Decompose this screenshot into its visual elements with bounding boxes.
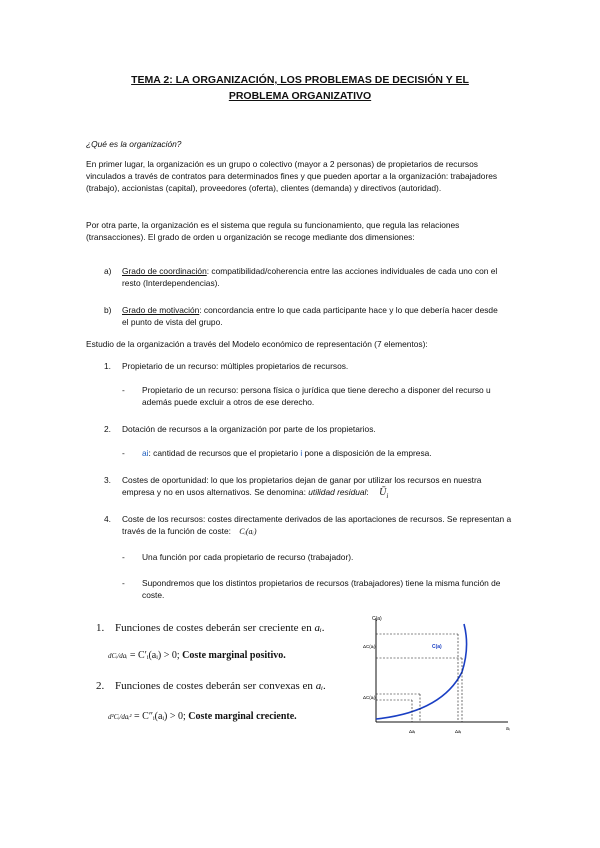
rule-2-var: aᵢ [315,680,323,692]
numbered-marker-1: 1. [104,361,111,371]
list-marker-a: a) [104,266,112,276]
tick-x-low: Δaᵢ [409,729,416,734]
equation-1-mid: = C′ᵢ(aᵢ) > 0; [127,650,183,661]
symbol-u-sub: i [386,492,389,501]
rule-1-text: Funciones de costes deberán ser creciente en [115,622,315,634]
text-resource-cost: Coste de los recursos: costes directamente derivados de las aportaciones de recursos. Se representan a través de la función de coste: [122,514,512,537]
bullet-marker: - [122,552,125,562]
numbered-marker-3: 3. [104,475,111,485]
rule-2 [96,680,326,692]
bullet-marker: - [122,385,125,395]
section-question: ¿Qué es la organización? [86,139,182,149]
numbered-item-1: Propietario de un recurso: múltiples propietarios de recursos. [122,361,349,371]
rule-1-marker: 1. [96,622,105,634]
rule-2-end: . [322,680,326,692]
variable-ai: ai [142,448,149,458]
tick-x-high: Δaᵢ [455,729,462,734]
tick-y-high: ΔC(aᵢ) [363,644,376,649]
rule-1-var: aᵢ [314,622,322,634]
numbered-item-2: Dotación de recursos a la organización por parte de los propietarios. [122,424,376,434]
numbered-marker-2: 2. [104,424,111,434]
symbol-u: Ū [379,487,387,499]
rule-1-end: . [321,622,325,634]
text-motivation: : concordancia entre lo que cada participante hace y lo que debería hacer desde el punto de vista del grupo. [122,305,498,328]
cost-function-graph [362,612,516,744]
sub-item-same-function: Supondremos que los distintos propietarios de recursos (trabajadores) tiene la misma función de coste. [142,578,501,601]
sub-item-function: Una función por cada propietario de recurso (trabajador). [142,552,354,562]
numbered-item-4 [122,513,512,538]
numbered-marker-4: 4. [104,514,111,524]
equation-2-bold: Coste marginal creciente. [188,711,297,722]
bullet-marker: - [122,448,125,458]
paragraph-model: Estudio de la organización a través del Modelo económico de representación (7 elementos): [86,339,428,349]
bullet-marker: - [122,578,125,588]
title-line-2: PROBLEMA ORGANIZATIVO [228,90,372,102]
colon: : [366,487,369,498]
page-title [80,72,520,104]
equation-1-lhs: dCᵢ/daᵢ [108,652,128,660]
cost-function: Cᵢ(aᵢ) [239,527,257,537]
text-opportunity: Costes de oportunidad: lo que los propietarios dejan de ganar por utilizar los recursos en nuestra empresa y no en usos alternativos. Se denomina: [122,475,482,498]
sub-item-owner: Propietario de un recurso: persona física o jurídica que tiene derecho a disponer del recurso u además puede excluir a otros de ese derecho. [142,385,491,408]
cost-curve [376,624,467,719]
rule-1 [96,622,324,634]
sub-item-ai [142,447,508,459]
symbol-u-bar [379,487,389,501]
title-line-1: TEMA 2: LA ORGANIZACIÓN, LOS PROBLEMAS DE DECISIÓN Y EL [131,74,469,86]
equation-1 [108,650,286,661]
list-item-motivation [122,304,506,328]
x-axis-label: aᵢ [506,726,510,732]
paragraph-system: Por otra parte, la organización es el sistema que regula su funcionamiento, que regula las relaciones (transacciones). El grado de orden u organización se recoge mediante dos dimensiones: [86,220,460,243]
term-coordination: Grado de coordinación [122,266,207,276]
text-ai-b: pone a disposición de la empresa. [302,448,432,458]
term-residual-utility: utilidad residual [308,487,367,498]
paragraph-definition: En primer lugar, la organización es un grupo o colectivo (mayor a 2 personas) de propietarios de recursos vinculados a través de contratos para determinados fines y que pueden aportar a la organización: trabajadores (trabajo), accionistas (capital), proveedores (oferta), clientes (demanda) y directivos (autoridad). [86,159,498,194]
text-coordination: : compatibilidad/coherencia entre las acciones individuales de cada uno con el resto (Interdependencias). [122,266,498,289]
variable-i: i [300,448,303,458]
equation-2-mid: = C″ᵢ(aᵢ) > 0; [131,711,189,722]
equation-2-lhs: d²Cᵢ/daᵢ² [108,713,132,721]
term-motivation: Grado de motivación [122,305,200,315]
list-item-coordination [122,265,506,289]
equation-2 [108,711,297,722]
list-marker-b: b) [104,305,112,315]
y-axis-label: C(a) [372,616,382,622]
numbered-item-3 [122,474,512,502]
equation-1-bold: Coste marginal positivo. [182,650,286,661]
curve-label: C(a) [432,644,442,650]
rule-2-marker: 2. [96,680,105,692]
text-ai-a: : cantidad de recursos que el propietario [148,448,301,458]
tick-y-low: ΔC(aᵢ) [363,695,376,700]
rule-2-text: Funciones de costes deberán ser convexas en [115,680,316,692]
